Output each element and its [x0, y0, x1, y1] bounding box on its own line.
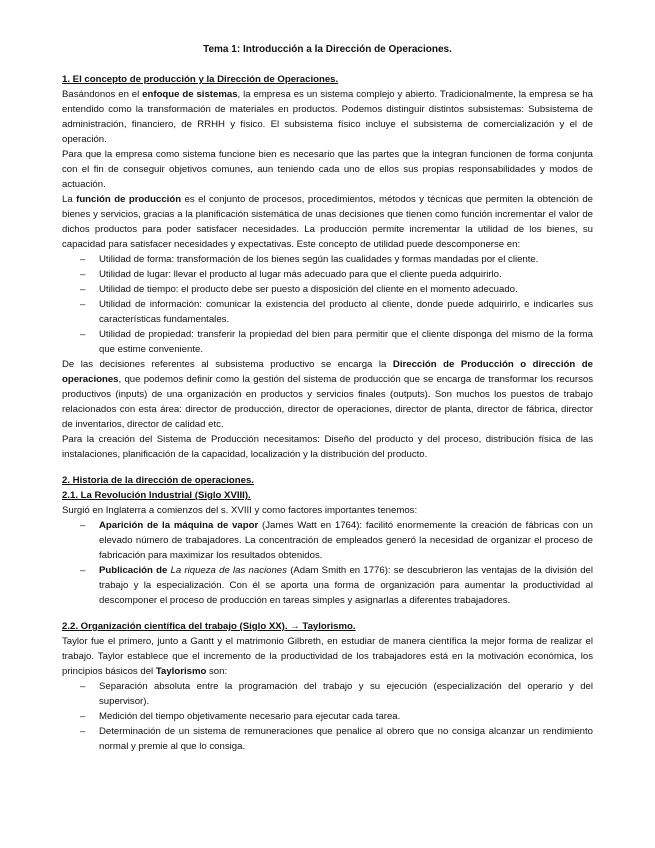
section-1-paragraph-3: La función de producción es el conjunto de procesos, procedimientos, métodos y técnicas que permiten la obtención de bienes y servicios, gracias a la planificación sistemática de unas decisiones que tienen como función incrementar el valor de dichos productos para poder satisfacer necesidades. La producción permite incrementar la utilidad de los bienes, su capacidad para satisfacer necesidades y expectativas. Este concepto de utilidad puede descomponerse en: — [62, 194, 593, 250]
section-1-heading: 1. El concepto de producción y la Dirección de Operaciones. — [62, 74, 339, 85]
list-item: – Utilidad de propiedad: transferir la propiedad del bien para permitir que el cliente disponga del mismo de la forma que estime conveniente. — [80, 329, 593, 355]
list-item: – Utilidad de tiempo: el producto debe ser puesto a disposición del cliente en el momento adecuado. — [80, 284, 518, 295]
list-item: – Utilidad de forma: transformación de los bienes según las cualidades y formas mandadas por el cliente. — [80, 254, 539, 265]
subsection-2-1-heading: 2.1. La Revolución Industrial (Siglo XVIII). — [62, 490, 251, 501]
utilities-list — [62, 252, 593, 357]
list-item: – Utilidad de lugar: llevar el producto al lugar más adecuado para que el cliente pueda adquirirlo. — [80, 269, 502, 280]
subsection-2-2-paragraph: Taylor fue el primero, junto a Gantt y el matrimonio Gilbreth, en estudiar de manera científica la mejor forma de realizar el trabajo. Taylor establece que el incremento de la productividad de los trabajadores está en la motivación económica, los principios básicos del Taylorismo son: — [62, 636, 593, 677]
list-item: – Utilidad de información: comunicar la existencia del producto al cliente, donde puede adquirirlo, e indicarles sus características fundamentales. — [80, 299, 593, 325]
section-1-paragraph-1: Basándonos en el enfoque de sistemas, la empresa es un sistema complejo y abierto. Tradicionalmente, la empresa se ha entendido como la transformación de materiales en productos. Podemos distinguir distintos subsistemas: Subsistema de administración, financiero, de RRHH y físico. El subsistema físico incluye el subsistema de comercialización y el de operación. — [62, 89, 594, 145]
list-item: – Medición del tiempo objetivamente necesario para ejecutar cada tarea. — [80, 711, 401, 722]
list-item: – Determinación de un sistema de remuneraciones que penalice al obrero que no consiga alcanzar un rendimiento normal y premie al que lo consiga. — [80, 726, 593, 752]
section-1-paragraph-4: De las decisiones referentes al subsistema productivo se encarga la Dirección de Producción o dirección de operaciones, que podemos definir como la gestión del sistema de producción que se encarga de transformar los recursos productivos (inputs) de una organización en productos y servicios finales (outputs). Son muchos los puestos de trabajo relacionados con esta área: director de producción, director de operaciones, director de planta, director de fábrica, director de inventarios, director de calidad etc. — [62, 359, 593, 430]
list-item: – Separación absoluta entre la programación del trabajo y su ejecución (especialización del operario y del supervisor). — [80, 681, 593, 707]
document-title: Tema 1: Introducción a la Dirección de Operaciones. — [203, 44, 452, 55]
list-item: – Publicación de La riqueza de las naciones (Adam Smith en 1776): se descubrieron las ventajas de la división del trabajo y la especialización. Con él se aporta una forma de organización para aumentar la productividad al descomponer el proceso de producción en tareas simples y asignarlas a diferentes trabajadores. — [80, 565, 593, 606]
section-1-paragraph-5: Para la creación del Sistema de Producción necesitamos: Diseño del producto y del proceso, distribución física de las instalaciones, planificación de la capacidad, localización y la distribución del producto. — [62, 434, 593, 460]
section-2-heading: 2. Historia de la dirección de operaciones. — [62, 475, 254, 486]
taylorism-principles-list — [62, 679, 593, 754]
industrial-revolution-list — [62, 518, 593, 608]
section-1-paragraph-2: Para que la empresa como sistema funcione bien es necesario que las partes que la integran funcionen de forma conjunta con el fin de conseguir objetivos comunes, aun teniendo cada uno de ellos sus propias responsabilidades y modos de actuación. — [62, 149, 593, 190]
list-item: – Aparición de la máquina de vapor (James Watt en 1764): facilitó enormemente la creación de fábricas con un elevado número de trabajadores. La concentración de empleados generó la necesidad de organizar el proceso de fabricación para maximizar los resultados obtenidos. — [80, 520, 593, 561]
subsection-2-2-heading: 2.2. Organización científica del trabajo (Siglo XX). → Taylorismo. — [62, 621, 356, 632]
subsection-2-1-intro: Surgió en Inglaterra a comienzos del s. XVIII y como factores importantes tenemos: — [62, 505, 418, 516]
